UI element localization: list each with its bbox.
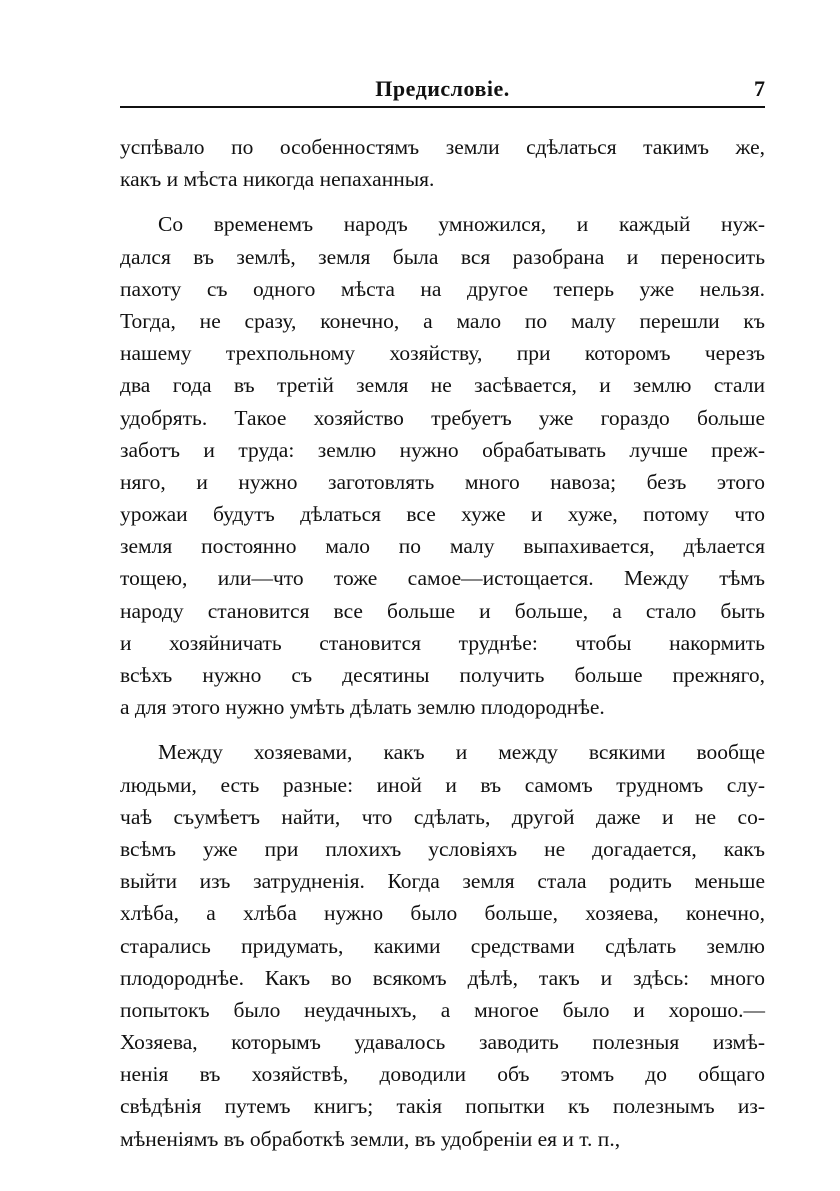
- text-line: няго, и нужно заготовлять много навоза; безъ этого: [120, 469, 765, 494]
- paragraph: [120, 131, 765, 195]
- text-line: Хозяева, которымъ удавалось заводить полезныя измѣ-: [120, 1030, 765, 1055]
- page-number: 7: [754, 76, 765, 101]
- text-line: пахоту съ одного мѣста на другое теперь уже нельзя.: [120, 276, 765, 301]
- paragraph: [120, 208, 765, 723]
- header-rule: [120, 106, 765, 108]
- text-line: нашему трехпольному хозяйству, при которомъ черезъ: [120, 341, 765, 366]
- text-line: и хозяйничать становится труднѣе: чтобы накормить: [120, 630, 765, 655]
- text-line: чаѣ съумѣетъ найти, что сдѣлать, другой даже и не со-: [120, 804, 765, 829]
- text-line: дался въ землѣ, земля была вся разобрана и переносить: [120, 244, 765, 269]
- text-line: заботъ и труда: землю нужно обрабатывать лучше преж-: [120, 437, 765, 462]
- text-line: успѣвало по особенностямъ земли сдѣлаться такимъ же,: [120, 135, 765, 159]
- text-line: народу становится все больше и больше, а стало быть: [120, 598, 765, 623]
- text-line: Тогда, не сразу, конечно, а мало по малу перешли къ: [120, 308, 765, 333]
- running-head: [120, 76, 765, 102]
- text-line: Между хозяевами, какъ и между всякими вообще: [158, 740, 765, 765]
- running-head-title: Предисловіе.: [375, 76, 510, 101]
- text-line: плодороднѣе. Какъ во всякомъ дѣлѣ, такъ и здѣсь: много: [120, 965, 765, 990]
- text-line: свѣдѣнія путемъ книгъ; такія попытки къ полезнымъ из-: [120, 1094, 765, 1119]
- text-line: два года въ третій земля не засѣвается, и землю стали: [120, 373, 765, 398]
- text-line: земля постоянно мало по малу выпахивается, дѣлается: [120, 534, 765, 559]
- text-line: хлѣба, а хлѣба нужно было больше, хозяева, конечно,: [120, 901, 765, 926]
- text-line: какъ и мѣста никогда непаханныя.: [120, 167, 435, 192]
- text-line: урожаи будутъ дѣлаться все хуже и хуже, потому что: [120, 502, 765, 527]
- text-line: тощею, или—что тоже самое—истощается. Между тѣмъ: [120, 566, 765, 591]
- text-line: ненія въ хозяйствѣ, доводили объ этомъ до общаго: [120, 1062, 765, 1087]
- text-line: а для этого нужно умѣть дѣлать землю плодороднѣе.: [120, 695, 605, 720]
- paragraph-gap: [120, 195, 765, 208]
- text-line: людьми, есть разные: иной и въ самомъ трудномъ слу-: [120, 772, 765, 797]
- text-line: всѣмъ уже при плохихъ условіяхъ не догадается, какъ: [120, 836, 765, 861]
- paragraph-gap: [120, 723, 765, 736]
- text-line: Со временемъ народъ умножился, и каждый нуж-: [158, 212, 765, 237]
- text-line: выйти изъ затрудненія. Когда земля стала родить меньше: [120, 869, 765, 894]
- text-line: старались придумать, какими средствами сдѣлать землю: [120, 933, 765, 958]
- text-line: всѣхъ нужно съ десятины получить больше прежняго,: [120, 663, 765, 687]
- paragraph: [120, 736, 765, 1154]
- text-line: удобрять. Такое хозяйство требуетъ уже гораздо больше: [120, 405, 765, 430]
- body-text: [120, 131, 765, 1155]
- text-line: мѣненіямъ въ обработкѣ земли, въ удобреніи ея и т. п.,: [120, 1126, 621, 1151]
- text-line: попытокъ было неудачныхъ, а многое было и хорошо.—: [120, 997, 765, 1022]
